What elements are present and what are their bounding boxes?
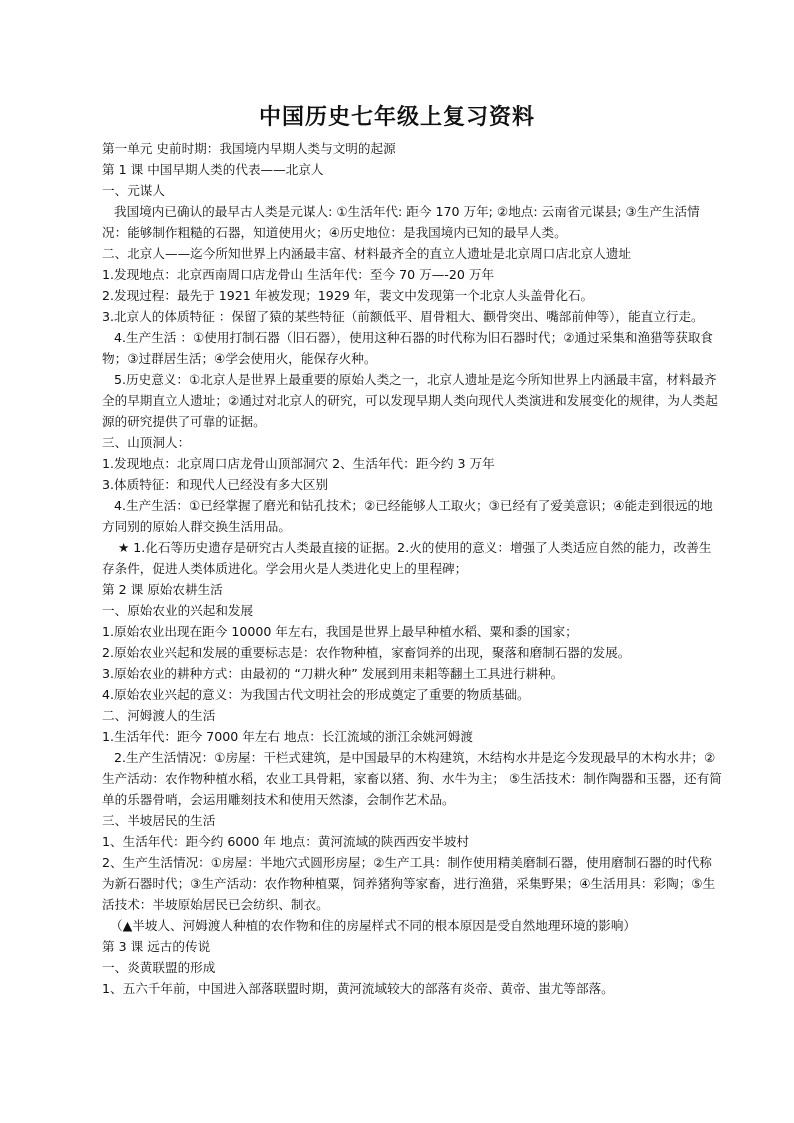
unit-heading: 第一单元 史前时期：我国境内早期人类与文明的起源 [102,141,396,156]
list-item: 1.发现地点：北京周口店龙骨山顶部洞穴 2、生活年代：距今约 3 万年 [102,456,495,471]
list-item: 1、五六千年前，中国进入部落联盟时期，黄河流域较大的部落有炎帝、黄帝、蚩尤等部落。 [102,981,614,996]
list-item: 1.生活年代：距今 7000 年左右 地点：长江流域的浙江余姚河姆渡 [102,729,473,744]
key-note: ★ 1.化石等历史遗存是研究古人类最直接的证据。2.火的使用的意义：增强了人类适应自然的能力，改善生存条件，促进人类体质进化。学会用火是人类进化史上的里程碑； [102,540,712,576]
paragraph: 我国境内已确认的最早古人类是元谋人: ①生活年代: 距今 170 万年; ②地点: 云南省元谋县; ③生产生活情况：能够制作粗糙的石器，知道使用火；④历史地位：是我国境内已知的最早人类。 [102,204,700,240]
list-item: 4.原始农业兴起的意义：为我国古代文明社会的形成奠定了重要的物质基础。 [102,687,530,702]
list-item: 2、生产生活情况：①房屋：半地穴式圆形房屋；②生产工具：制作使用精美磨制石器，使用磨制石器的时代称为新石器时代；③生产活动：农作物种植粟，饲养猪狗等家畜，进行渔猎，采集野果；④生活用具：彩陶；⑤生活技术：半坡原始居民已会纺织、制衣。 [102,855,716,912]
list-item: 3.体质特征：和现代人已经没有多大区别 [102,477,329,492]
page-title: 中国历史七年级上复习资料 [258,105,535,130]
list-item: 4.生产生活：①已经掌握了磨光和钻孔技术；②已经能够人工取火；③已经有了爱美意识；④能走到很远的地方同别的原始人群交换生活用品。 [102,498,713,534]
list-item: 1.发现地点：北京西南周口店龙骨山 生活年代：至今 70 万—-20 万年 [102,267,495,282]
list-item: 2.生产生活情况：①房屋：干栏式建筑，是中国最早的木构建筑，木结构水井是迄今发现最早的木构水井；②生产活动：农作物种植水稻，农业工具骨耜，家畜以猪、狗、水牛为主； ⑤生活技术：制作陶器和玉器，还有简单的乐器骨哨，会运用雕刻技术和使用天然漆，会制作艺术品。 [102,750,722,807]
list-item: 3.原始农业的耕种方式：由最初的 “刀耕火种” 发展到用耒耜等翻土工具进行耕种。 [102,666,564,681]
list-item: 3.北京人的体质特征 ：保留了猿的某些特征（前额低平、眉骨粗大、颧骨突出、嘴部前伸等），能直立行走。 [102,309,704,324]
lesson-heading: 第 2 课 原始农耕生活 [102,582,223,597]
list-item: 1.原始农业出现在距今 10000 年左右，我国是世界上最早种植水稻、粟和黍的国家； [102,624,578,639]
lesson-heading: 第 3 课 远古的传说 [102,939,211,954]
section-heading: 二、河姆渡人的生活 [102,708,216,723]
section-heading: 一、原始农业的兴起和发展 [102,603,254,618]
section-heading: 三、山顶洞人： [102,435,191,450]
list-item: 1、生活年代：距今约 6000 年 地点：黄河流域的陕西西安半坡村 [102,834,469,849]
list-item: 5.历史意义：①北京人是世界上最重要的原始人类之一，北京人遗址是迄今所知世界上内涵最丰富，材料最齐全的早期直立人遗址；②通过对北京人的研究，可以发现早期人类向现代人类演进和发展变化的规律，为人类起源的研究提供了可靠的证据。 [102,372,718,429]
section-heading: 一、炎黄联盟的形成 [102,960,216,975]
section-heading: 二、北京人——迄今所知世界上内涵最丰富、材料最齐全的直立人遗址是北京周口店北京人遗址 [102,246,631,261]
list-item: 2.发现过程：最先于 1921 年被发现；1929 年，裴文中发现第一个北京人头盖骨化石。 [102,288,594,303]
key-note: （▲半坡人、河姆渡人种植的农作物和住的房屋样式不同的根本原因是受自然地理环境的影响） [110,918,637,933]
document-body [102,138,722,999]
section-heading: 一、元谋人 [102,183,165,198]
list-item: 4.生产生活 ：①使用打制石器（旧石器），使用这种石器的时代称为旧石器时代；②通过采集和渔猎等获取食物；③过群居生活；④学会使用火，能保存火种。 [102,330,714,366]
lesson-heading: 第 1 课 中国早期人类的代表——北京人 [102,162,324,177]
list-item: 2.原始农业兴起和发展的重要标志是：农作物种植，家畜饲养的出现，聚落和磨制石器的发展。 [102,645,631,660]
section-heading: 三、半坡居民的生活 [102,813,216,828]
